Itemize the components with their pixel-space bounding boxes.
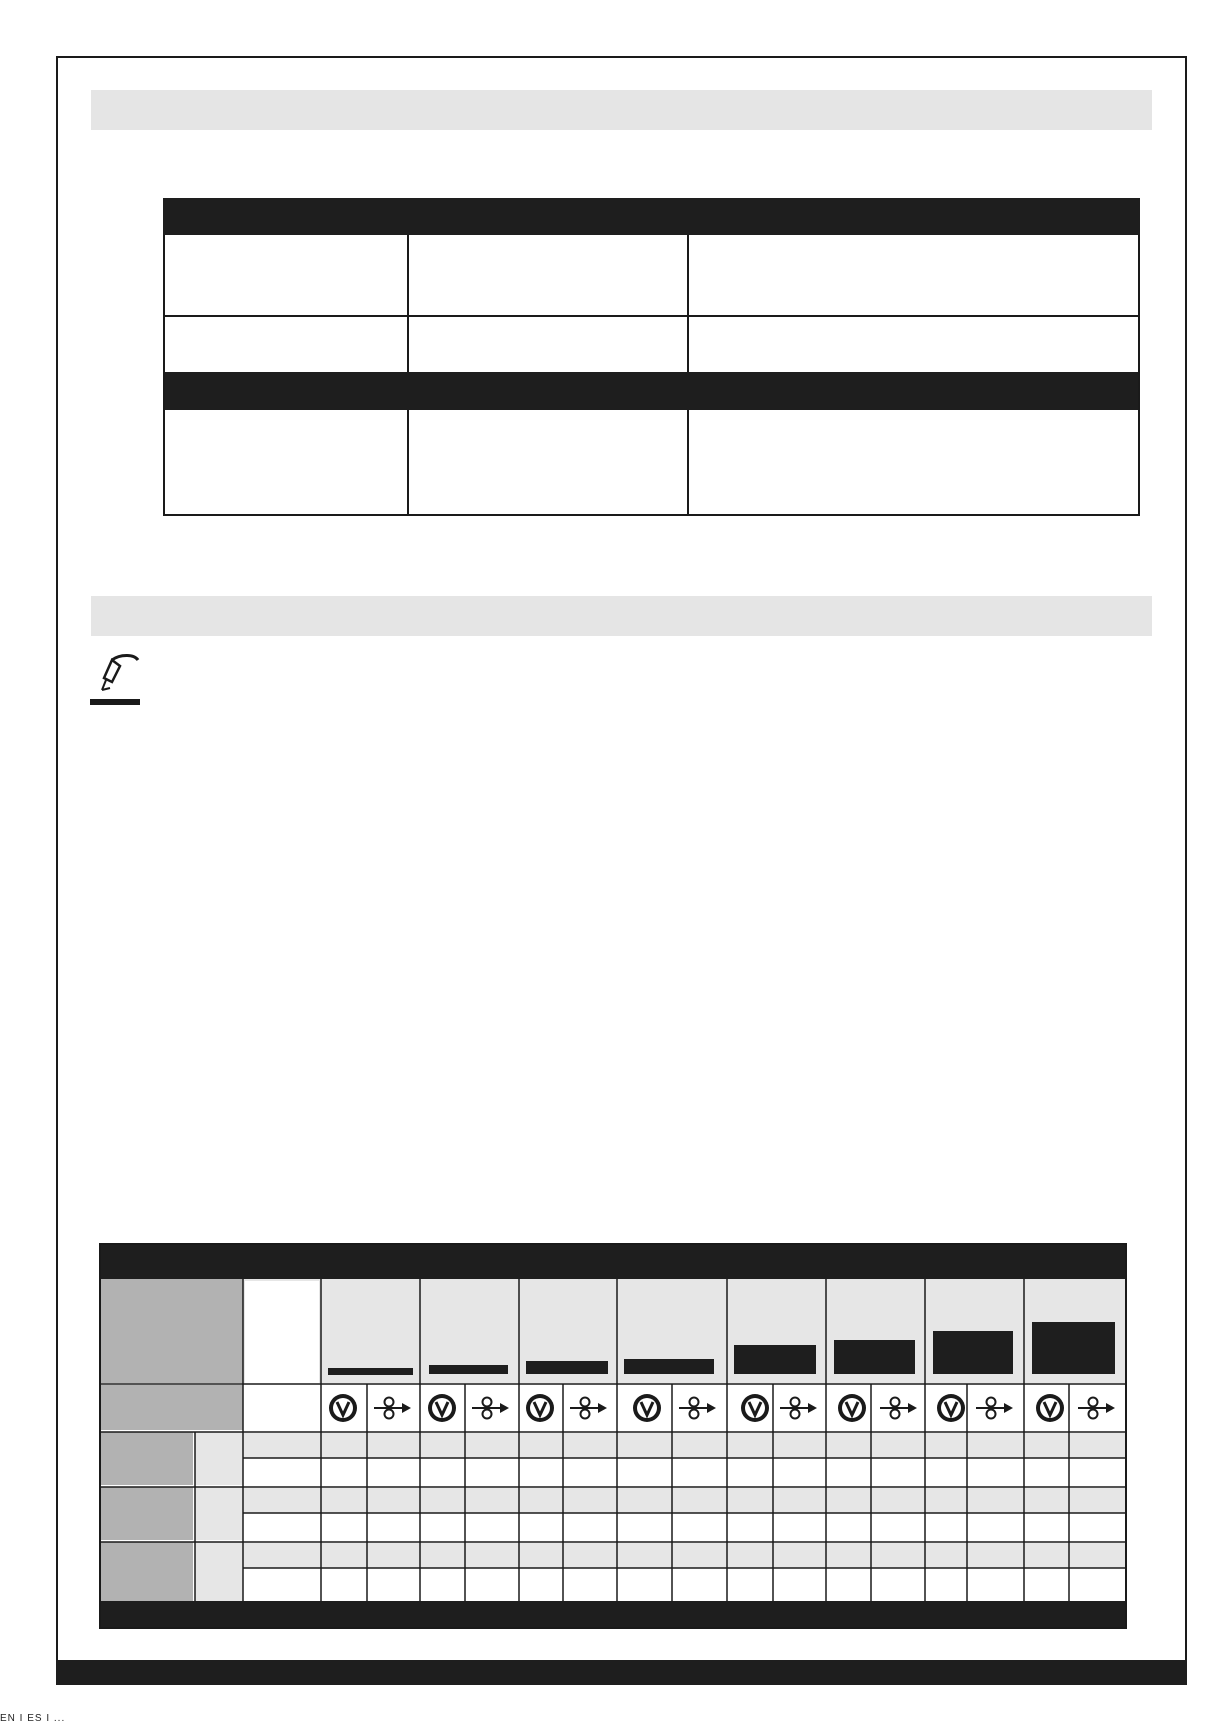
- wire-feed-icon: [679, 1398, 716, 1419]
- wire-feed-icon: [880, 1398, 917, 1419]
- welding-torch-icon: [90, 652, 142, 706]
- voltage-icon: [329, 1394, 357, 1422]
- welding-table-grid: [99, 1243, 1128, 1629]
- wire-feed-icon: [780, 1398, 817, 1419]
- wire-feed-icon: [374, 1398, 411, 1419]
- voltage-icon: [741, 1394, 769, 1422]
- voltage-icon: [1036, 1394, 1064, 1422]
- wire-feed-icon: [570, 1398, 607, 1419]
- footer-text: EN I ES I ...: [0, 1713, 66, 1724]
- icon-row: [320, 1386, 1126, 1430]
- wire-feed-icon: [976, 1398, 1013, 1419]
- voltage-icon: [526, 1394, 554, 1422]
- voltage-icon: [937, 1394, 965, 1422]
- footer-bar: [56, 1660, 1187, 1685]
- wire-feed-icon: [472, 1398, 509, 1419]
- spec-table-header-1: [163, 198, 1140, 235]
- voltage-icon: [428, 1394, 456, 1422]
- wire-feed-icon: [1078, 1398, 1115, 1419]
- voltage-icon: [633, 1394, 661, 1422]
- spec-table-header-2: [163, 372, 1140, 410]
- section-1-header: [91, 90, 1152, 130]
- voltage-icon: [838, 1394, 866, 1422]
- section-2-header: [91, 596, 1152, 636]
